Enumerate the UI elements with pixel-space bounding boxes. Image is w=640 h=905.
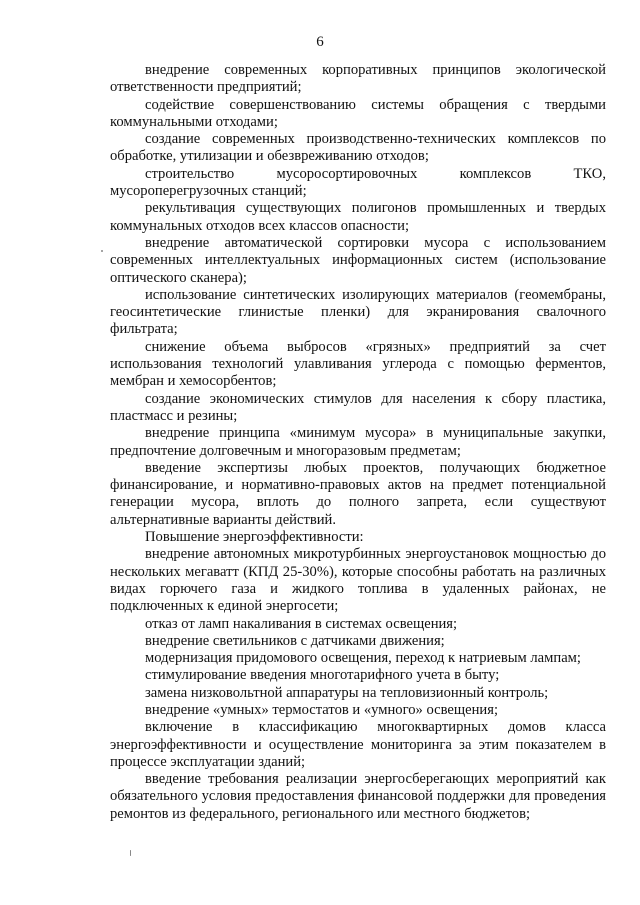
paragraph: создание экономических стимулов для населения к сбору пластика, пластмасс и резины;	[110, 390, 606, 424]
paragraph: рекультивация существующих полигонов промышленных и твердых коммунальных отходов всех классов опасности;	[110, 200, 606, 234]
paragraph: использование синтетических изолирующих материалов (геомембраны, геосинтетические глинистые пленки) для экранирования свалочного фильтрата;	[110, 286, 606, 338]
paragraph: внедрение светильников с датчиками движения;	[145, 632, 445, 649]
paragraph: внедрение «умных» термостатов и «умного» освещения;	[145, 701, 498, 718]
document-body	[110, 62, 606, 823]
paragraph: включение в классификацию многоквартирных домов класса энергоэффективности и осуществление мониторинга за этим показателем в процессе эксплуатации зданий;	[110, 719, 606, 770]
paragraph: внедрение автоматической сортировки мусора с использованием современных интеллектуальных информационных систем (использование оптического сканера);	[110, 234, 606, 286]
paragraph: модернизация придомового освещения, переход к натриевым лампам;	[145, 650, 581, 667]
scan-speck	[101, 250, 103, 252]
paragraph: внедрение автономных микротурбинных энергоустановок мощностью до нескольких мегаватт (КПД 25-30%), которые способны работать на различных видах горючего газа и жидкого топлива в удаленных районах, не подключенных к единой энергосети;	[110, 546, 606, 615]
paragraph: создание современных производственно-технических комплексов по обработке, утилизации и обезвреживанию отходов;	[110, 131, 606, 165]
paragraph: введение экспертизы любых проектов, получающих бюджетное финансирование, и нормативно-правовых актов на предмет потенциальной генерации мусора, вплоть до полного запрета, если существуют альтернативные варианты действий.	[110, 459, 606, 528]
paragraph: внедрение принципа «минимум мусора» в муниципальные закупки, предпочтение долговечным и многоразовым предметам;	[110, 425, 606, 459]
scan-speck	[130, 850, 131, 856]
paragraph: содействие совершенствованию системы обращения с твердыми коммунальными отходами;	[110, 96, 606, 130]
paragraph: строительство мусоросортировочных комплексов ТКО, мусороперегрузочных станций;	[110, 165, 606, 200]
paragraph: снижение объема выбросов «грязных» предприятий за счет использования технологий улавливания углерода с помощью ферментов, мембран и хемосорбентов;	[110, 338, 606, 390]
page-number: 6	[316, 34, 324, 50]
paragraph: стимулирование введения многотарифного учета в быту;	[145, 667, 500, 684]
paragraph: введение требования реализации энергосберегающих мероприятий как обязательного условия предоставления финансовой поддержки для проведения ремонтов из федерального, регионального или местного бюджетов;	[110, 771, 606, 822]
paragraph: внедрение современных корпоративных принципов экологической ответственности предприятий;	[110, 62, 606, 96]
paragraph: замена низковольтной аппаратуры на тепловизионный контроль;	[145, 684, 549, 701]
paragraph: отказ от ламп накаливания в системах освещения;	[145, 615, 458, 632]
section-heading: Повышение энергоэффективности:	[145, 529, 364, 546]
